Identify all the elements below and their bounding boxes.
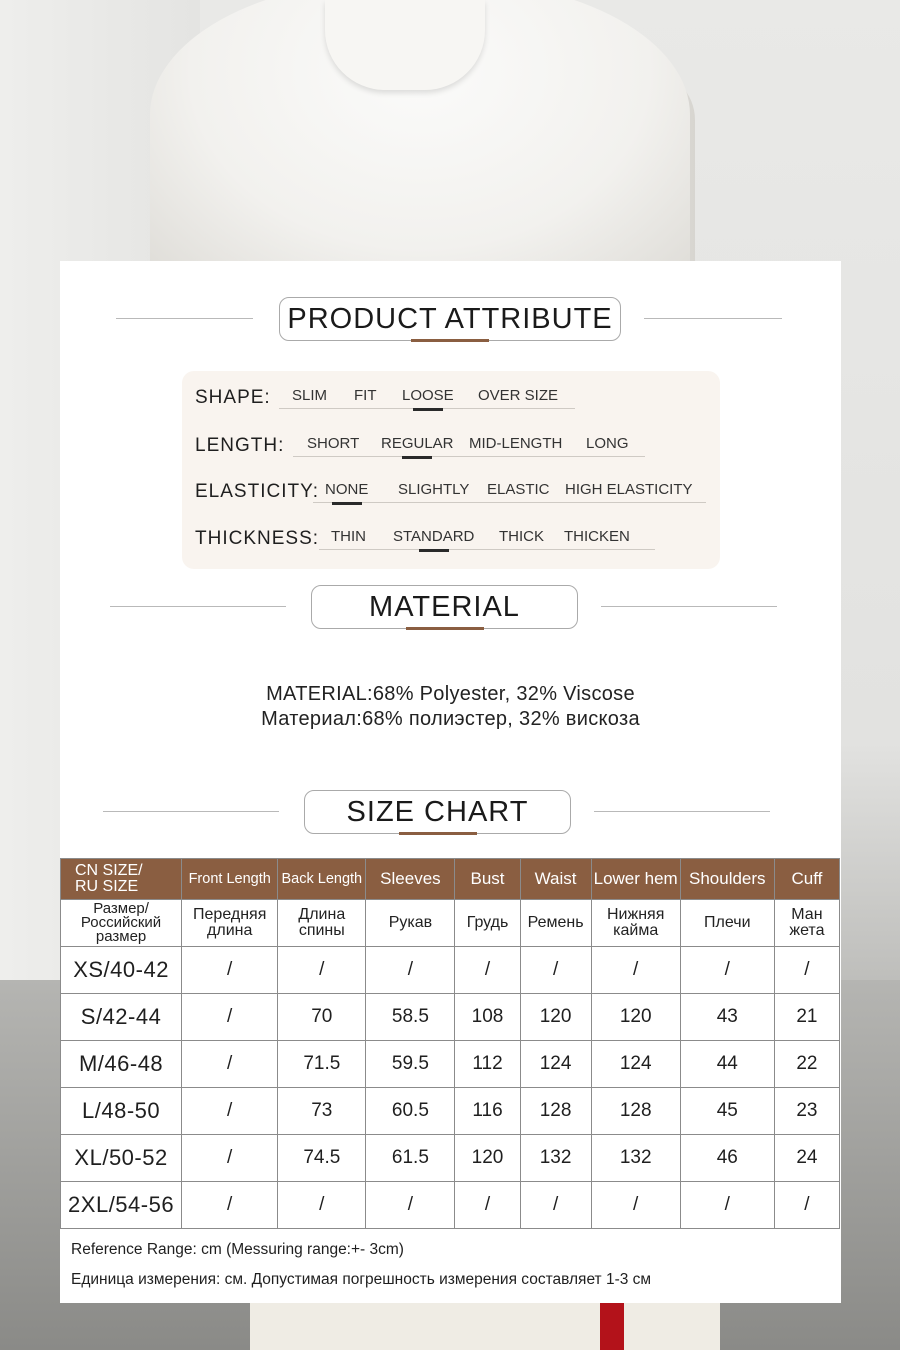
header-cell: Плечи — [680, 900, 774, 947]
table-cell: 71.5 — [278, 1041, 366, 1088]
table-cell: 108 — [455, 994, 520, 1041]
reference-note-en: Reference Range: cm (Messuring range:+- 3cm) — [71, 1241, 404, 1258]
header-cell: Waist — [520, 859, 591, 900]
attribute-option: LONG — [586, 435, 629, 452]
table-row — [61, 947, 840, 994]
table-cell: / — [520, 947, 591, 994]
material-text-en: MATERIAL:68% Polyester, 32% Viscose — [266, 683, 635, 705]
header-cell: Длина спины — [278, 900, 366, 947]
table-cell: 70 — [278, 994, 366, 1041]
table-cell: 43 — [680, 994, 774, 1041]
attribute-option-selected: REGULAR — [381, 435, 454, 452]
size-chart-header-en — [61, 859, 840, 900]
table-cell: / — [182, 1182, 278, 1229]
attribute-option: THICK — [499, 528, 544, 545]
table-cell: / — [182, 994, 278, 1041]
size-chart-heading: SIZE CHART — [304, 790, 571, 834]
table-cell: 112 — [455, 1041, 520, 1088]
table-cell: 128 — [591, 1088, 680, 1135]
table-cell: 60.5 — [366, 1088, 455, 1135]
table-cell: 116 — [455, 1088, 520, 1135]
attribute-option-selected: LOOSE — [402, 387, 454, 404]
table-row — [61, 1041, 840, 1088]
table-cell: / — [774, 1182, 839, 1229]
attribute-label: ELASTICITY: — [195, 481, 319, 502]
table-cell: 45 — [680, 1088, 774, 1135]
attribute-panel — [182, 371, 720, 569]
header-cell: Ман жета — [774, 900, 839, 947]
table-cell: 132 — [520, 1135, 591, 1182]
header-cell: Back Length — [278, 859, 366, 900]
table-row — [61, 1182, 840, 1229]
table-cell: / — [520, 1182, 591, 1229]
table-cell: 73 — [278, 1088, 366, 1135]
header-cell: Грудь — [455, 900, 520, 947]
header-cell: Lower hem — [591, 859, 680, 900]
table-row — [61, 994, 840, 1041]
table-cell: 74.5 — [278, 1135, 366, 1182]
size-cell: S/42-44 — [61, 994, 182, 1041]
table-cell: 124 — [520, 1041, 591, 1088]
header-cell: Размер/ Российский размер — [61, 900, 182, 947]
table-cell: 120 — [591, 994, 680, 1041]
header-cell: Ремень — [520, 900, 591, 947]
attribute-option: SHORT — [307, 435, 360, 452]
table-cell: 58.5 — [366, 994, 455, 1041]
table-cell: 59.5 — [366, 1041, 455, 1088]
header-cell: Bust — [455, 859, 520, 900]
table-cell: / — [591, 1182, 680, 1229]
size-chart-header-ru — [61, 900, 840, 947]
table-row — [61, 1088, 840, 1135]
size-cell: XS/40-42 — [61, 947, 182, 994]
table-cell: / — [182, 1041, 278, 1088]
attribute-option-selected: STANDARD — [393, 528, 475, 545]
table-cell: / — [455, 1182, 520, 1229]
attribute-label: THICKNESS: — [195, 528, 320, 549]
attribute-option: OVER SIZE — [478, 387, 559, 404]
header-cell: Front Length — [182, 859, 278, 900]
attribute-option: THIN — [331, 528, 366, 545]
table-row — [61, 1135, 840, 1182]
header-cell: Cuff — [774, 859, 839, 900]
attribute-option: SLIGHTLY — [398, 481, 470, 498]
table-cell: / — [774, 947, 839, 994]
attribute-option: THICKEN — [564, 528, 630, 545]
table-cell: 61.5 — [366, 1135, 455, 1182]
header-cell: Рукав — [366, 900, 455, 947]
table-cell: / — [680, 1182, 774, 1229]
table-cell: / — [182, 1088, 278, 1135]
table-cell: / — [278, 947, 366, 994]
table-cell: / — [366, 947, 455, 994]
table-cell: / — [680, 947, 774, 994]
header-cell: CN SIZE/ RU SIZE — [61, 859, 182, 900]
table-cell: / — [366, 1182, 455, 1229]
header-cell: Нижняя кайма — [591, 900, 680, 947]
table-cell: / — [591, 947, 680, 994]
header-cell: Sleeves — [366, 859, 455, 900]
attribute-option: HIGH ELASTICITY — [565, 481, 693, 498]
size-cell: M/46-48 — [61, 1041, 182, 1088]
table-cell: 120 — [455, 1135, 520, 1182]
table-cell: 44 — [680, 1041, 774, 1088]
table-cell: / — [278, 1182, 366, 1229]
size-cell: XL/50-52 — [61, 1135, 182, 1182]
reference-note-ru: Единица измерения: см. Допустимая погрешность измерения составляет 1-3 см — [71, 1271, 652, 1288]
size-cell: L/48-50 — [61, 1088, 182, 1135]
size-chart-table — [60, 858, 840, 1229]
table-cell: 132 — [591, 1135, 680, 1182]
attribute-option: SLIM — [292, 387, 328, 404]
attribute-label: SHAPE: — [195, 387, 271, 408]
table-cell: 128 — [520, 1088, 591, 1135]
header-cell: Передняя длина — [182, 900, 278, 947]
table-cell: 120 — [520, 994, 591, 1041]
table-cell: 46 — [680, 1135, 774, 1182]
info-card — [60, 261, 841, 1303]
material-heading: MATERIAL — [311, 585, 578, 629]
material-text-ru: Материал:68% полиэстер, 32% вискоза — [261, 708, 640, 730]
table-cell: 22 — [774, 1041, 839, 1088]
product-attribute-heading: PRODUCT ATTRIBUTE — [279, 297, 621, 341]
attribute-option: ELASTIC — [487, 481, 550, 498]
attribute-option: FIT — [354, 387, 377, 404]
table-cell: / — [182, 947, 278, 994]
table-cell: 21 — [774, 994, 839, 1041]
table-cell: 24 — [774, 1135, 839, 1182]
attribute-option: MID-LENGTH — [469, 435, 563, 452]
table-cell: 124 — [591, 1041, 680, 1088]
attribute-label: LENGTH: — [195, 435, 285, 456]
header-cell: Shoulders — [680, 859, 774, 900]
table-cell: / — [455, 947, 520, 994]
attribute-option-selected: NONE — [325, 481, 369, 498]
table-cell: / — [182, 1135, 278, 1182]
table-cell: 23 — [774, 1088, 839, 1135]
size-cell: 2XL/54-56 — [61, 1182, 182, 1229]
